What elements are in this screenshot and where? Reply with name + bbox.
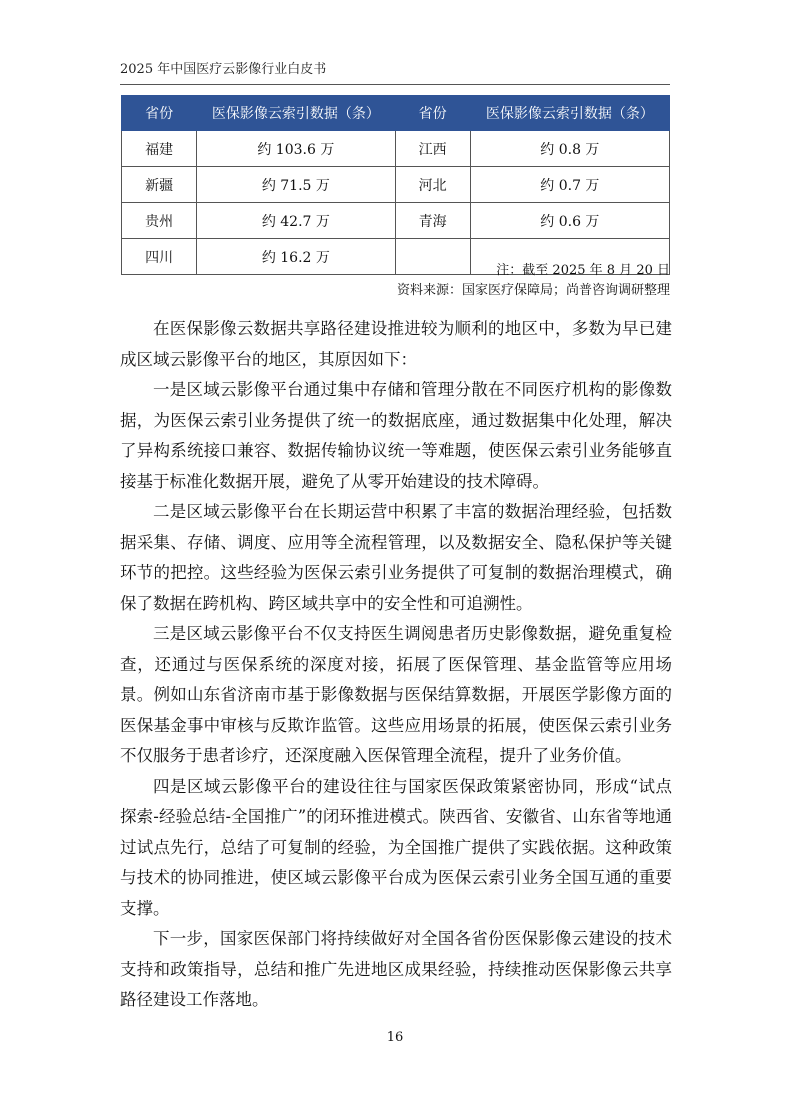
table-cell: 福建 xyxy=(122,131,197,167)
table-date-note: 注：截至 2025 年 8 月 20 日 xyxy=(496,263,670,278)
paragraph: 三是区域云影像平台不仅支持医生调阅患者历史影像数据，避免重复检查，还通过与医保系统的深度对接，拓展了医保管理、基金监管等应用场景。例如山东省济南市基于影像数据与医保结算数据，开展医学影像方面的医保基金事中审核与反欺诈监管。这些应用场景的拓展，使医保云索引业务不仅服务于患者诊疗，还深度融入医保管理全流程，提升了业务价值。 xyxy=(120,624,672,765)
table-cell: 四川 xyxy=(122,239,197,275)
table-cell xyxy=(395,239,470,275)
header-divider xyxy=(120,84,670,85)
table-cell: 约 16.2 万 xyxy=(197,239,395,275)
paragraph: 四是区域云影像平台的建设往往与国家医保政策紧密协同，形成“试点探索-经验总结-全国推广”的闭环推进模式。陕西省、安徽省、山东省等地通过试点先行，总结了可复制的经验，为全国推广提供了实践依据。这种政策与技术的协同推进，使区域云影像平台成为医保云索引业务全国互通的重要支撑。 xyxy=(120,776,672,918)
table-cell: 约 103.6 万 xyxy=(197,131,395,167)
paragraph: 在医保影像云数据共享路径建设推进较为顺利的地区中，多数为早已建成区域云影像平台的地区，其原因如下： xyxy=(120,319,672,369)
table-header-row xyxy=(122,96,670,131)
table-cell: 约 0.8 万 xyxy=(470,131,669,167)
paragraph: 二是区域云影像平台在长期运营中积累了丰富的数据治理经验，包括数据采集、存储、调度、应用等全流程管理，以及数据安全、隐私保护等关键环节的把控。这些经验为医保云索引业务提供了可复制的数据治理模式，确保了数据在跨机构、跨区域共享中的安全性和可追溯性。 xyxy=(120,502,672,613)
table-row xyxy=(122,203,670,239)
table-row xyxy=(122,167,670,203)
table-cell: 约 0.6 万 xyxy=(470,203,669,239)
table-cell: 青海 xyxy=(395,203,470,239)
column-header-province-1: 省份 xyxy=(122,96,197,131)
column-header-index-count-1: 医保影像云索引数据（条） xyxy=(197,96,395,131)
table-cell: 约 0.7 万 xyxy=(470,167,669,203)
document-header: 2025 年中国医疗云影像行业白皮书 xyxy=(120,62,327,77)
table-cell: 约 42.7 万 xyxy=(197,203,395,239)
paragraph: 下一步，国家医保部门将持续做好对全国各省份医保影像云建设的技术支持和政策指导，总结和推广先进地区成果经验，持续推动医保影像云共享路径建设工作落地。 xyxy=(120,929,672,1009)
table-cell: 贵州 xyxy=(122,203,197,239)
paragraph: 一是区域云影像平台通过集中存储和管理分散在不同医疗机构的影像数据，为医保云索引业务提供了统一的数据底座，通过数据集中化处理，解决了异构系统接口兼容、数据传输协议统一等难题，使医保云索引业务能够直接基于标准化数据开展，避免了从零开始建设的技术障碍。 xyxy=(120,380,672,491)
table-source-note: 资料来源：国家医疗保障局；尚普咨询调研整理 xyxy=(396,283,670,298)
table-row xyxy=(122,131,670,167)
body-text xyxy=(120,314,672,1016)
page-number: 16 xyxy=(386,1030,404,1045)
province-index-table xyxy=(121,95,670,275)
column-header-index-count-2: 医保影像云索引数据（条） xyxy=(470,96,669,131)
column-header-province-2: 省份 xyxy=(395,96,470,131)
table-cell: 江西 xyxy=(395,131,470,167)
table-cell: 约 71.5 万 xyxy=(197,167,395,203)
table-cell: 新疆 xyxy=(122,167,197,203)
table-cell: 河北 xyxy=(395,167,470,203)
